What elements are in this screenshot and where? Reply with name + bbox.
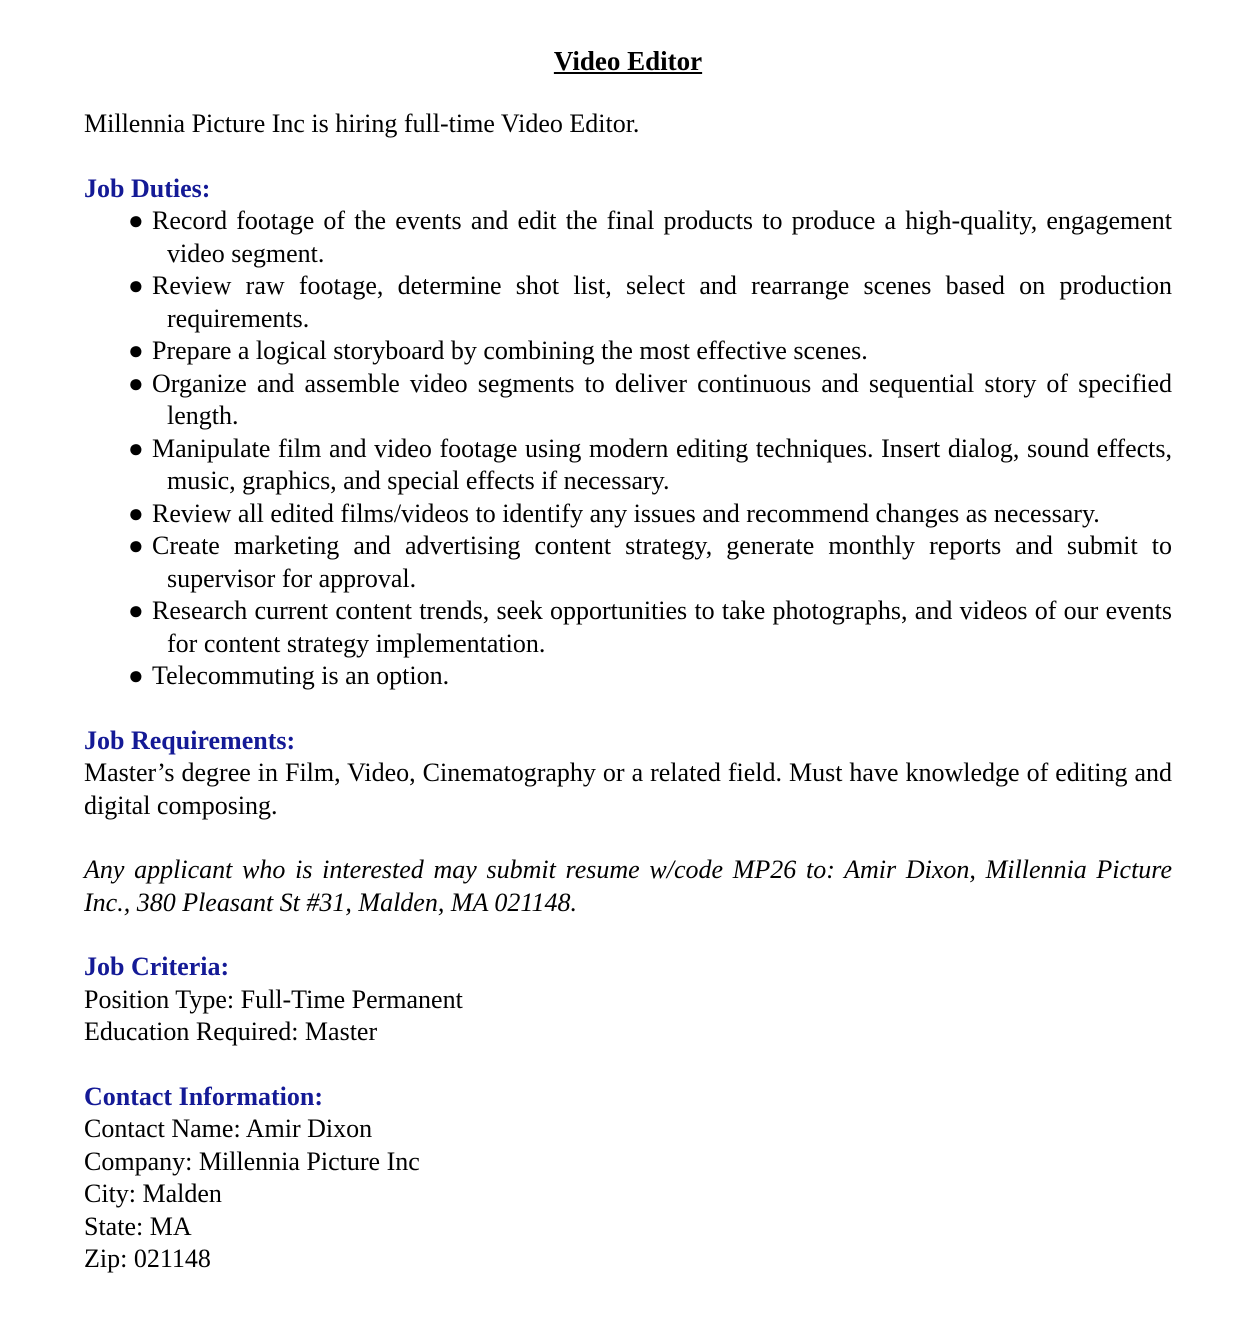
contact-zip: Zip: 021148 [84, 1244, 211, 1273]
job-criteria-heading: Job Criteria: [84, 952, 230, 981]
duty-text: Research current content trends, seek opportunities to take photographs, and videos of our events for content strategy implementation. [152, 596, 1172, 658]
bullet-icon: ● [128, 336, 144, 365]
contact-information-section [84, 1081, 1172, 1276]
bullet-icon: ● [128, 368, 144, 398]
duty-text: Record footage of the events and edit the final products to produce a high-quality, engagement video segment. [152, 206, 1172, 268]
duty-item [128, 595, 1172, 660]
duty-item [128, 368, 1172, 433]
bullet-icon: ● [128, 433, 144, 463]
duty-text: Telecommuting is an option. [152, 661, 450, 690]
bullet-icon: ● [128, 531, 144, 560]
duty-text: Manipulate film and video footage using modern editing techniques. Insert dialog, sound effects, music, graphics, and special effects if necessary. [152, 433, 1172, 495]
bullet-icon: ● [128, 661, 144, 690]
job-requirements-text: Master’s degree in Film, Video, Cinematography or a related field. Must have knowledge of editing and digital composing. [84, 758, 1172, 820]
job-duties-list [84, 205, 1172, 693]
bullet-icon: ● [128, 498, 144, 528]
contact-company: Company: Millennia Picture Inc [84, 1146, 420, 1176]
duty-text: Prepare a logical storyboard by combining the most effective scenes. [152, 336, 868, 365]
duty-item [128, 335, 1172, 368]
bullet-icon: ● [128, 271, 144, 300]
duty-item [128, 660, 1172, 693]
duty-item [128, 433, 1172, 498]
duty-text: Review raw footage, determine shot list, select and rearrange scenes based on production requirements. [152, 271, 1172, 333]
job-duties-heading: Job Duties: [84, 173, 211, 203]
position-type: Position Type: Full-Time Permanent [84, 984, 463, 1014]
contact-state: State: MA [84, 1211, 192, 1241]
duty-text: Review all edited films/videos to identify any issues and recommend changes as necessary. [152, 498, 1100, 528]
contact-city: City: Malden [84, 1179, 222, 1208]
duty-item [128, 498, 1172, 531]
bullet-icon: ● [128, 206, 144, 235]
job-criteria-section [84, 951, 1172, 1049]
duty-item [128, 530, 1172, 595]
intro-text: Millennia Picture Inc is hiring full-time Video Editor. [84, 109, 640, 138]
duty-item [128, 205, 1172, 270]
duty-text: Organize and assemble video segments to deliver continuous and sequential story of specified length. [152, 368, 1172, 430]
education-required: Education Required: Master [84, 1017, 378, 1046]
bullet-icon: ● [128, 596, 144, 625]
page-title: Video Editor [553, 46, 703, 76]
job-requirements-heading: Job Requirements: [84, 725, 296, 755]
duty-text: Create marketing and advertising content strategy, generate monthly reports and submit to supervisor for approval. [152, 531, 1172, 593]
contact-information-heading: Contact Information: [84, 1081, 324, 1111]
contact-name: Contact Name: Amir Dixon [84, 1114, 373, 1143]
duty-item [128, 270, 1172, 335]
application-instructions: Any applicant who is interested may submit resume w/code MP26 to: Amir Dixon, Millennia Picture Inc., 380 Pleasant St #31, Malden, MA 021148. [84, 855, 1172, 917]
